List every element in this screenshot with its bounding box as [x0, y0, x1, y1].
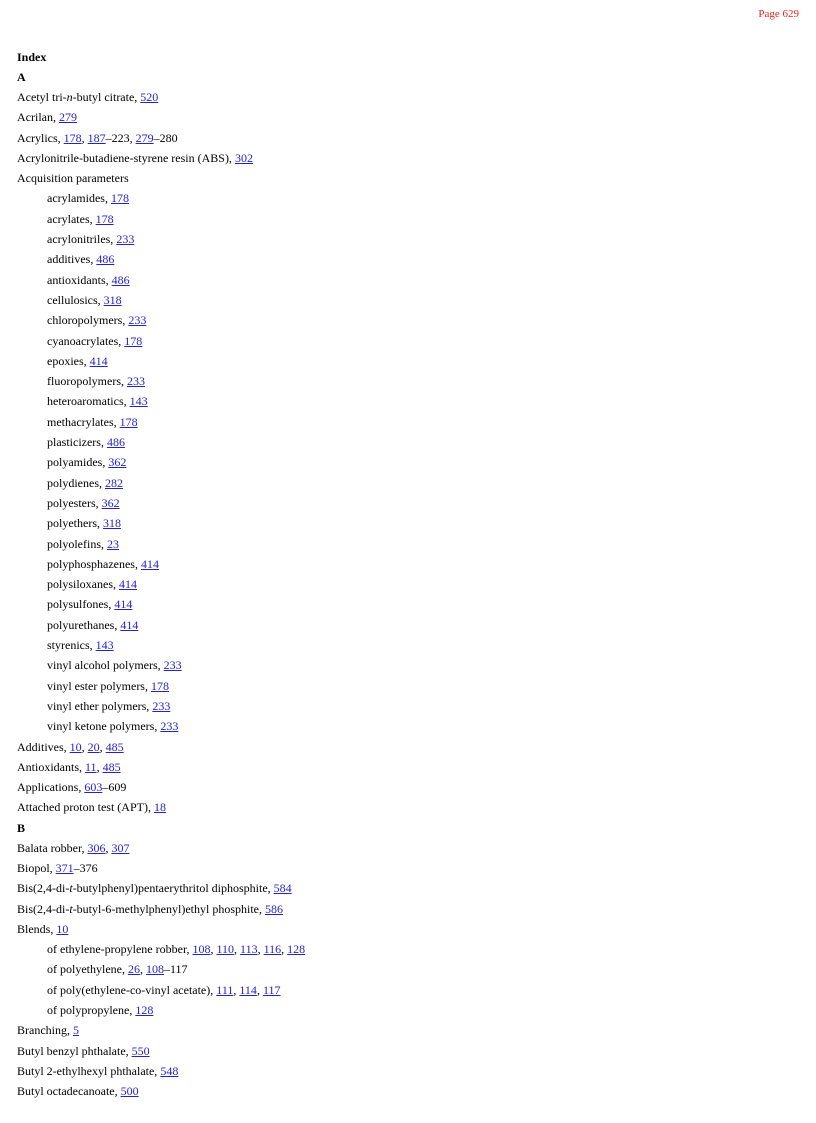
index-entry	[17, 737, 799, 757]
page-link[interactable]: 20	[87, 739, 100, 754]
entry-text: Balata robber,	[17, 840, 88, 855]
index-entry	[17, 128, 799, 148]
entry-text: polysulfones,	[47, 597, 115, 612]
page-link[interactable]: 548	[160, 1063, 179, 1078]
page-link[interactable]: 128	[135, 1003, 154, 1018]
entry-text: chloropolymers,	[47, 313, 129, 328]
page-separator: ,	[210, 942, 217, 957]
index-title: Index	[17, 50, 47, 64]
page-separator: ,	[81, 130, 88, 145]
entry-text: vinyl ester polymers,	[47, 678, 151, 693]
page-link[interactable]: 486	[96, 252, 115, 267]
page-link[interactable]: 128	[287, 942, 306, 957]
page-link[interactable]: 178	[63, 130, 82, 145]
index-subentry	[17, 452, 799, 472]
entry-text: vinyl alcohol polymers,	[47, 658, 164, 673]
entry-text: polydienes,	[47, 475, 105, 490]
entry-text: polyolefins,	[47, 536, 107, 551]
index-entry	[17, 168, 799, 188]
entry-text: Blends,	[17, 921, 57, 936]
page-link[interactable]: 116	[263, 942, 282, 957]
page-link[interactable]: 414	[120, 617, 139, 632]
page-link[interactable]: 110	[216, 942, 235, 957]
entry-text: Antioxidants,	[17, 759, 85, 774]
page-link[interactable]: 302	[234, 150, 253, 165]
entry-text: Butyl 2-ethylhexyl phthalate,	[17, 1063, 161, 1078]
page-link[interactable]: 108	[145, 962, 164, 977]
index-subentry	[17, 635, 799, 655]
entry-text: polyesters,	[47, 495, 102, 510]
page-link[interactable]: 233	[160, 719, 179, 734]
index-entry	[17, 107, 799, 127]
index-entry	[17, 1081, 799, 1101]
index-subentry	[17, 716, 799, 736]
entry-text: polyamides,	[47, 455, 109, 470]
page-separator: ,	[257, 942, 264, 957]
entry-text: Acrylonitrile-butadiene-styrene resin (ABS),	[17, 150, 235, 165]
entry-text: Bis(2,4-di-t-butylphenyl)pentaerythritol diphosphite,	[17, 881, 274, 896]
page-link[interactable]: 233	[152, 698, 171, 713]
index-subentry	[17, 310, 799, 330]
page-link[interactable]: 11	[85, 759, 97, 774]
entry-text: polyurethanes,	[47, 617, 121, 632]
page-link[interactable]: 414	[114, 597, 133, 612]
page-link[interactable]: 520	[140, 90, 159, 104]
index-subentry	[17, 351, 799, 371]
index-entry	[17, 757, 799, 777]
entry-text: Acquisition parameters	[17, 171, 129, 186]
page-separator: ,	[281, 942, 288, 957]
entry-text: cyanoacrylates,	[47, 333, 125, 348]
index-subentry	[17, 594, 799, 614]
entry-text: Additives,	[17, 739, 70, 754]
section-letter-b: B	[17, 820, 26, 835]
page-link[interactable]: 306	[87, 840, 106, 855]
index-entry	[17, 1061, 799, 1081]
page-link[interactable]: 485	[105, 739, 124, 754]
page-link[interactable]: 414	[119, 577, 137, 592]
page-link[interactable]: 362	[101, 495, 120, 510]
page-link[interactable]: 233	[116, 232, 135, 247]
page-link[interactable]: 486	[106, 435, 125, 450]
entry-text: plasticizers,	[47, 435, 107, 450]
page-link[interactable]: 486	[111, 272, 130, 287]
index-subentry	[17, 513, 799, 533]
page-link[interactable]: 550	[131, 1043, 150, 1058]
page-link[interactable]: 117	[262, 982, 281, 997]
index-subentry	[17, 615, 799, 635]
index-entry	[17, 777, 799, 797]
entry-text: Biopol,	[17, 860, 56, 875]
page-link[interactable]: 178	[95, 211, 114, 226]
page-link[interactable]: 318	[103, 292, 122, 307]
page-link[interactable]: 178	[119, 414, 138, 429]
index-subentry	[17, 188, 799, 208]
entry-text: polyphosphazenes,	[47, 556, 141, 571]
index-subentry	[17, 980, 799, 1000]
page-link[interactable]: 143	[95, 638, 114, 653]
index-subentry	[17, 676, 799, 696]
page-link[interactable]: 485	[102, 759, 121, 774]
page-separator: ,	[81, 739, 88, 754]
entry-text: styrenics,	[47, 638, 96, 653]
entry-text: cellulosics,	[47, 292, 104, 307]
entry-text: antioxidants,	[47, 272, 112, 287]
section-letter-a: A	[17, 70, 26, 84]
page-separator: ,	[233, 982, 240, 997]
page-link[interactable]: 500	[120, 1084, 139, 1099]
page-link[interactable]: 10	[69, 739, 82, 754]
page-link[interactable]: 5	[73, 1023, 79, 1038]
index-subentry	[17, 432, 799, 452]
entry-text: Attached proton test (APT),	[17, 800, 154, 815]
index-entry	[17, 1041, 799, 1061]
index-subentry	[17, 959, 799, 979]
index-entry	[17, 87, 799, 107]
page-link[interactable]: 178	[124, 333, 143, 348]
index-subentry	[17, 696, 799, 716]
entry-text: additives,	[47, 252, 97, 267]
page-link[interactable]: 233	[163, 658, 182, 673]
page-range-end: –376	[73, 860, 98, 875]
page-link[interactable]: 307	[111, 840, 130, 855]
entry-text: of polypropylene,	[47, 1003, 136, 1018]
index-subentry	[17, 391, 799, 411]
index-subentry	[17, 493, 799, 513]
entry-text: fluoropolymers,	[47, 374, 127, 389]
entry-text: of ethylene-propylene robber,	[47, 942, 193, 957]
page-number: Page 629	[758, 8, 799, 20]
entry-text: Acetyl tri-n-butyl citrate,	[17, 90, 141, 104]
page-link[interactable]: 279	[135, 130, 154, 145]
page-link[interactable]: 586	[265, 901, 283, 916]
index-entry	[17, 838, 799, 858]
index-entry	[17, 878, 799, 898]
page-link[interactable]: 113	[240, 942, 258, 957]
page-link[interactable]: 318	[103, 516, 121, 531]
index-sections	[17, 67, 799, 1102]
entry-text: acrylates,	[47, 211, 96, 226]
page-range-end: –117	[163, 962, 188, 977]
index-entry	[17, 148, 799, 168]
entry-text: Acrylics,	[17, 130, 64, 145]
index-subentry	[17, 331, 799, 351]
entry-text: of poly(ethylene-co-vinyl acetate),	[47, 982, 217, 997]
page-link[interactable]: 114	[239, 982, 257, 997]
entry-text: Branching,	[17, 1023, 73, 1038]
page-separator: –223,	[105, 130, 136, 145]
page-link[interactable]: 414	[140, 556, 159, 571]
page-separator: ,	[256, 982, 263, 997]
entry-text: vinyl ether polymers,	[47, 698, 153, 713]
page-link[interactable]: 178	[150, 678, 169, 693]
page-range-end: –280	[153, 130, 178, 145]
index-entry	[17, 919, 799, 939]
entry-text: polysiloxanes,	[47, 577, 119, 592]
entry-text: polyethers,	[47, 516, 103, 531]
page-link[interactable]: 282	[105, 475, 123, 490]
page-link[interactable]: 371	[55, 860, 74, 875]
page-link[interactable]: 414	[89, 353, 108, 368]
page-link[interactable]: 108	[192, 942, 211, 957]
entry-text: heteroaromatics,	[47, 394, 130, 409]
page-separator: ,	[139, 962, 146, 977]
page-link[interactable]: 111	[216, 982, 234, 997]
page-link[interactable]: 23	[107, 536, 119, 551]
index-subentry	[17, 209, 799, 229]
entry-text: Butyl octadecanoate,	[17, 1084, 121, 1099]
page-link[interactable]: 187	[87, 130, 106, 145]
index-subentry	[17, 371, 799, 391]
entry-text: vinyl ketone polymers,	[47, 719, 161, 734]
page-link[interactable]: 178	[110, 191, 129, 206]
index-entry	[17, 1020, 799, 1040]
index-entry	[17, 797, 799, 817]
entry-text: acrylamides,	[47, 191, 111, 206]
entry-text: Acrilan,	[17, 110, 59, 125]
page-link[interactable]: 143	[129, 394, 148, 409]
page-separator: ,	[99, 739, 106, 754]
index-entry	[17, 858, 799, 878]
entry-text: methacrylates,	[47, 414, 120, 429]
page-link[interactable]: 233	[128, 313, 147, 328]
index-subentry	[17, 473, 799, 493]
page-link[interactable]: 279	[58, 110, 77, 125]
index-subentry	[17, 249, 799, 269]
index-subentry	[17, 534, 799, 554]
page-link[interactable]: 603	[84, 780, 103, 795]
index-subentry	[17, 412, 799, 432]
index-subentry	[17, 939, 799, 959]
page-link[interactable]: 584	[273, 881, 292, 896]
index-content	[17, 47, 799, 1102]
page-link[interactable]: 18	[153, 800, 166, 815]
index-subentry	[17, 655, 799, 675]
page-separator: ,	[105, 840, 112, 855]
page-range-end: –609	[102, 780, 127, 795]
index-subentry	[17, 574, 799, 594]
page-separator: ,	[96, 759, 103, 774]
page-link[interactable]: 362	[108, 455, 127, 470]
index-entry	[17, 899, 799, 919]
entry-text: Applications,	[17, 780, 85, 795]
index-subentry	[17, 270, 799, 290]
page-link[interactable]: 233	[127, 374, 145, 389]
index-subentry	[17, 554, 799, 574]
entry-text: acrylonitriles,	[47, 232, 117, 247]
index-subentry	[17, 229, 799, 249]
entry-text: Bis(2,4-di-t-butyl-6-methylphenyl)ethyl phosphite,	[17, 901, 265, 916]
page-link[interactable]: 10	[56, 921, 69, 936]
entry-text: of polyethylene,	[47, 962, 128, 977]
page-link[interactable]: 26	[127, 962, 140, 977]
entry-text: Butyl benzyl phthalate,	[17, 1043, 132, 1058]
entry-text: epoxies,	[47, 353, 90, 368]
index-subentry	[17, 1000, 799, 1020]
index-subentry	[17, 290, 799, 310]
page-separator: ,	[234, 942, 241, 957]
